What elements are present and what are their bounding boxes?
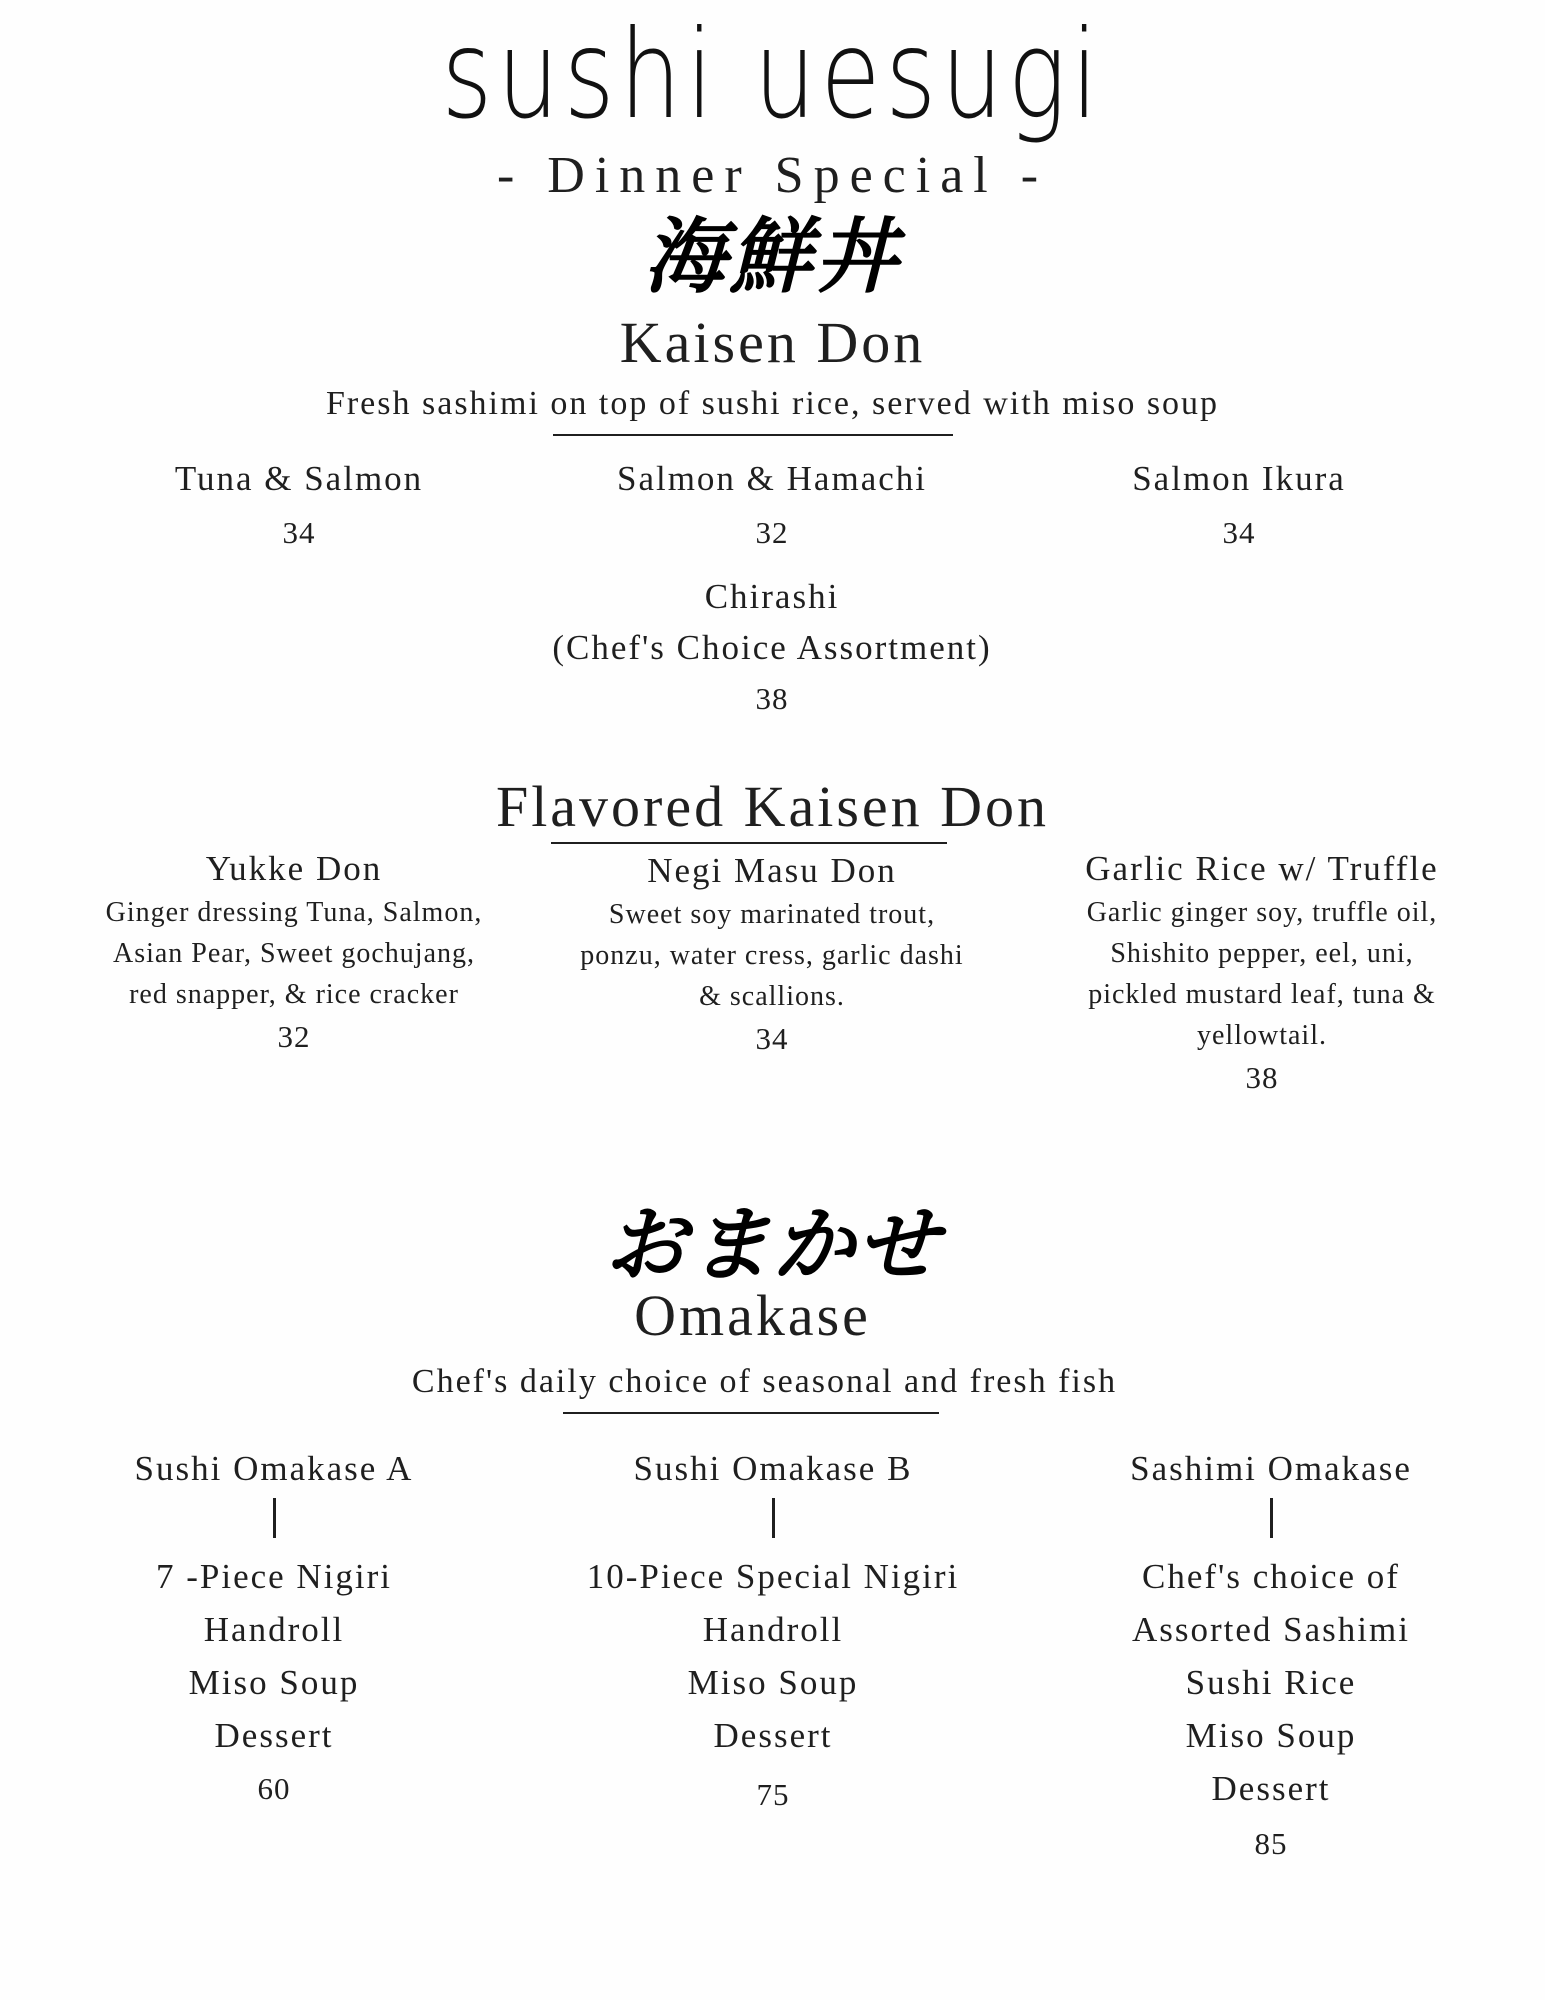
flavored-kaisen-don-title: Flavored Kaisen Don [495, 774, 1050, 839]
item-name: Negi Masu Don [647, 851, 897, 890]
chirashi-item [522, 572, 1022, 718]
item-detail: Assorted Sashimi [1132, 1610, 1410, 1649]
vertical-divider [273, 1498, 276, 1538]
item-name: Tuna & Salmon [174, 459, 424, 498]
item-price: 32 [277, 1019, 311, 1054]
kaisen-don-description: Fresh sashimi on top of sushi rice, served with miso soup [325, 385, 1220, 422]
kaisen-don-title: Kaisen Don [619, 310, 926, 375]
menu-item [572, 458, 972, 552]
kaisen-don-kanji: 海鮮丼 [643, 209, 902, 305]
item-price: 85 [1254, 1826, 1288, 1861]
item-description: Sweet soy marinated trout, [608, 899, 936, 930]
item-price: 60 [257, 1771, 291, 1806]
vertical-divider [1270, 1498, 1273, 1538]
item-name: Sushi Omakase A [134, 1449, 414, 1488]
item-price: 34 [282, 515, 316, 550]
item-detail: Sushi Rice [1185, 1663, 1357, 1702]
restaurant-name: sushi uesugi [441, 4, 1103, 146]
menu-item [1039, 458, 1439, 552]
item-description: pickled mustard leaf, tuna & [1088, 979, 1436, 1010]
kaisen-don-underline [553, 434, 953, 436]
omakase-title: Omakase [634, 1283, 871, 1348]
item-description: red snapper, & rice cracker [129, 979, 459, 1010]
item-detail: Handroll [203, 1610, 345, 1649]
item-description: yellowtail. [1197, 1020, 1327, 1051]
menu-item [1037, 846, 1487, 1097]
menu-item [64, 846, 524, 1056]
omakase-item [74, 1448, 474, 1808]
item-detail: Miso Soup [1185, 1716, 1357, 1755]
flavored-kaisen-don-underline [551, 842, 947, 844]
menu-subtitle: - Dinner Special - [496, 147, 1049, 204]
omakase-underline [563, 1412, 939, 1414]
item-name: Chirashi [704, 577, 840, 616]
item-description: Garlic ginger soy, truffle oil, [1086, 897, 1438, 928]
item-price: 38 [755, 681, 789, 716]
item-detail: Handroll [702, 1610, 844, 1649]
item-price: 32 [755, 515, 789, 550]
menu-item [542, 848, 1002, 1058]
item-description: Shishito pepper, eel, uni, [1110, 938, 1414, 969]
item-description: Asian Pear, Sweet gochujang, [112, 938, 476, 969]
item-description: & scallions. [699, 981, 845, 1012]
item-detail: Miso Soup [188, 1663, 360, 1702]
item-price: 34 [1222, 515, 1256, 550]
omakase-description: Chef's daily choice of seasonal and fresh fish [411, 1363, 1118, 1400]
vertical-divider [772, 1498, 775, 1538]
item-name: Salmon & Hamachi [616, 459, 927, 498]
omakase-kanji: おまかせ [604, 1197, 941, 1293]
item-detail: Dessert [214, 1716, 334, 1755]
item-name: Sushi Omakase B [633, 1449, 913, 1488]
item-note: (Chef's Choice Assortment) [552, 628, 992, 667]
item-detail: Miso Soup [687, 1663, 859, 1702]
item-price: 75 [756, 1777, 790, 1812]
item-name: Yukke Don [205, 849, 383, 888]
item-detail: Dessert [1211, 1769, 1331, 1808]
item-name: Sashimi Omakase [1130, 1449, 1412, 1488]
item-detail: Dessert [713, 1716, 833, 1755]
item-description: Ginger dressing Tuna, Salmon, [105, 897, 483, 928]
omakase-item [1071, 1448, 1471, 1863]
item-detail: 10-Piece Special Nigiri [586, 1557, 960, 1596]
menu-item [99, 458, 499, 552]
omakase-item [573, 1448, 973, 1814]
item-description: ponzu, water cress, garlic dashi [580, 940, 964, 971]
item-price: 34 [755, 1021, 789, 1056]
item-detail: 7 -Piece Nigiri [155, 1557, 393, 1596]
item-detail: Chef's choice of [1142, 1557, 1400, 1596]
item-price: 38 [1245, 1060, 1279, 1095]
item-name: Garlic Rice w/ Truffle [1085, 849, 1439, 888]
item-name: Salmon Ikura [1132, 459, 1346, 498]
